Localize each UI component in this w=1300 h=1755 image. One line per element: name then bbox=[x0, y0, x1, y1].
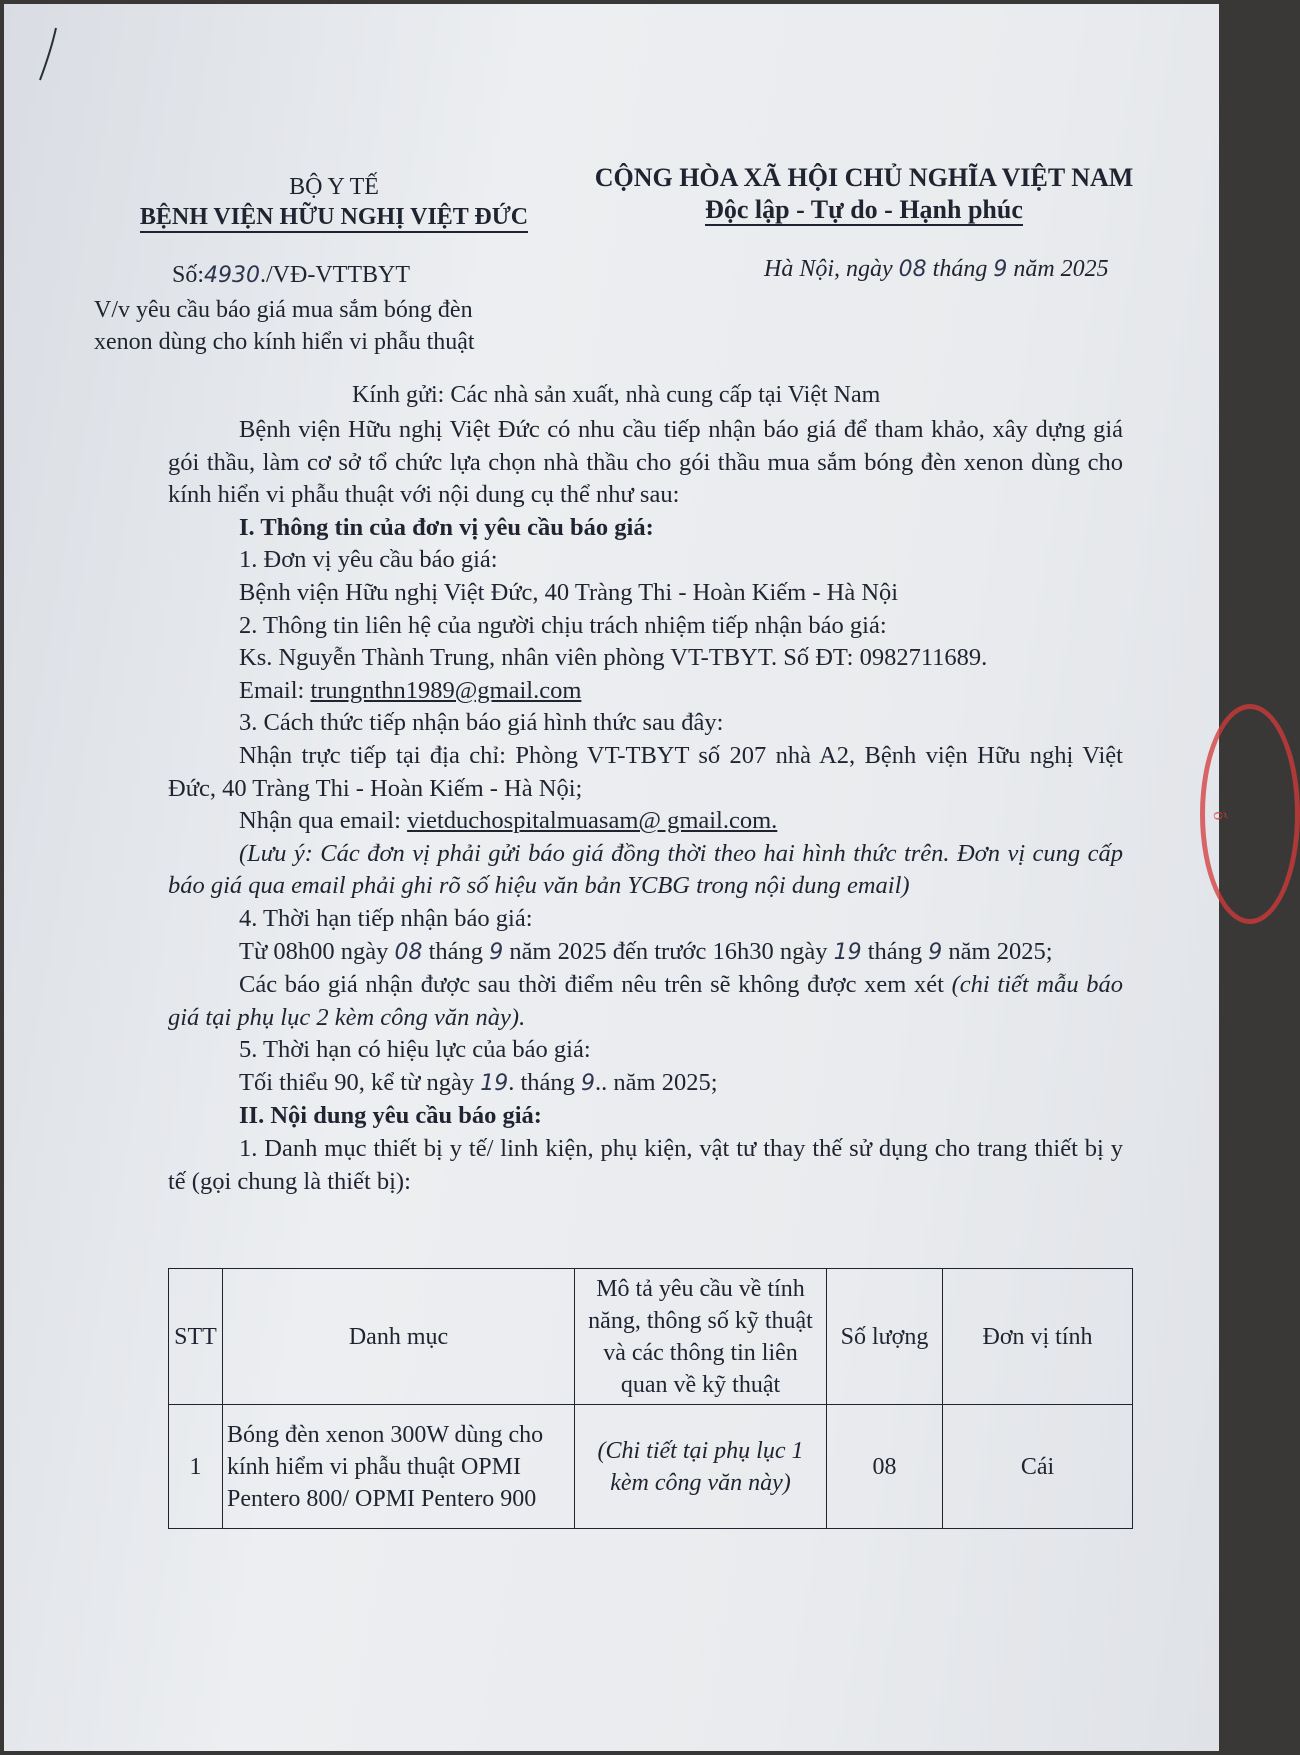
period-month-1: 9 bbox=[489, 939, 504, 965]
hospital-name: BỆNH VIỆN HỮU NGHỊ VIỆT ĐỨC bbox=[140, 203, 528, 233]
item-5-value bbox=[168, 1067, 1123, 1101]
equipment-table bbox=[168, 1268, 1133, 1529]
pen-stroke-mark bbox=[38, 24, 78, 84]
col-header-description: Mô tả yêu cầu về tính năng, thông số kỹ thuật và các thông tin liên quan về kỹ thuật bbox=[575, 1269, 827, 1405]
period-day-1: 08 bbox=[394, 939, 423, 965]
period-mid: năm 2025 đến trước 16h30 ngày bbox=[509, 937, 828, 965]
submission-email-link[interactable]: vietduchospitalmuasam@ gmail.com. bbox=[407, 807, 778, 835]
cell-stt: 1 bbox=[169, 1405, 223, 1529]
contact-email-link[interactable]: trungnthn1989@gmail.com bbox=[310, 676, 582, 704]
item-2-label: 2. Thông tin liên hệ của người chịu trách nhiệm tiếp nhận báo giá: bbox=[239, 611, 887, 639]
period-month-label-2: tháng bbox=[867, 937, 923, 965]
col-header-item: Danh mục bbox=[223, 1269, 575, 1405]
email-label: Email: bbox=[239, 676, 311, 704]
number-prefix: Số: bbox=[172, 262, 205, 288]
item-3-label: 3. Cách thức tiếp nhận báo giá hình thức sau đây: bbox=[239, 709, 724, 737]
document-number bbox=[172, 262, 410, 289]
subject bbox=[94, 294, 475, 358]
ministry-name: BỘ Y TẾ bbox=[289, 174, 379, 200]
salutation: Kính gửi: Các nhà sản xuất, nhà cung cấp tại Việt Nam bbox=[352, 382, 881, 408]
section-2-title: II. Nội dung yêu cầu báo giá: bbox=[239, 1102, 542, 1130]
cell-unit: Cái bbox=[943, 1405, 1133, 1529]
subject-line-1: V/v yêu cầu báo giá mua sắm bóng đèn bbox=[94, 297, 473, 323]
validity-prefix: Tối thiểu 90, kể từ ngày bbox=[239, 1068, 481, 1096]
document-page bbox=[4, 4, 1231, 1751]
date-month-label: tháng bbox=[932, 256, 988, 282]
national-motto: Độc lập - Tự do - Hạnh phúc bbox=[705, 195, 1023, 224]
date-line bbox=[764, 256, 1109, 283]
note-paragraph: (Lưu ý: Các đơn vị phải gửi báo giá đồng thời theo hai hình thức trên. Đơn vị cung cấp báo giá qua email phải ghi rõ số hiệu văn bản YCBG trong nội dung email) bbox=[168, 839, 1123, 900]
late-notice bbox=[168, 969, 1123, 1034]
validity-month: 9 bbox=[581, 1070, 596, 1096]
validity-day: 19 bbox=[480, 1070, 509, 1096]
period-year: năm 2025; bbox=[948, 937, 1053, 965]
col-header-quantity: Số lượng bbox=[827, 1269, 943, 1405]
subject-line-2: xenon dùng cho kính hiển vi phẫu thuật bbox=[94, 329, 475, 355]
item-4-period bbox=[168, 936, 1123, 970]
date-day: 08 bbox=[898, 257, 927, 282]
item-1-label: 1. Đơn vị yêu cầu báo giá: bbox=[239, 546, 498, 574]
col-header-unit: Đơn vị tính bbox=[943, 1269, 1133, 1405]
period-month-label-1: tháng bbox=[428, 937, 484, 965]
cell-item-name: Bóng đèn xenon 300W dùng cho kính hiểm vi phẫu thuật OPMI Pentero 800/ OPMI Pentero 900 bbox=[223, 1405, 575, 1529]
item-4-label: 4. Thời hạn tiếp nhận báo giá: bbox=[239, 904, 533, 932]
date-year: năm 2025 bbox=[1013, 256, 1109, 282]
table-header-row bbox=[169, 1269, 1133, 1405]
item-3-email-label: Nhận qua email: bbox=[239, 807, 408, 835]
section-1-title: I. Thông tin của đơn vị yêu cầu báo giá: bbox=[239, 513, 654, 541]
late-notice-detail: (chi tiết mẫu báo giá tại phụ lục 2 kèm công văn này). bbox=[168, 971, 1124, 1031]
item-2-value: Ks. Nguyễn Thành Trung, nhân viên phòng VT-TBYT. Số ĐT: 0982711689. bbox=[239, 644, 988, 672]
country-name: CỘNG HÒA XÃ HỘI CHỦ NGHĨA VIỆT NAM bbox=[594, 163, 1134, 192]
document-body bbox=[168, 414, 1123, 1198]
period-from: Từ 08h00 ngày bbox=[239, 937, 389, 965]
validity-mid: . tháng bbox=[508, 1068, 582, 1096]
validity-suffix: .. năm 2025; bbox=[595, 1068, 718, 1096]
organization-header bbox=[114, 172, 554, 233]
number-suffix: ./VĐ-VTTBYT bbox=[260, 262, 410, 288]
late-notice-text: Các báo giá nhận được sau thời điểm nêu trên sẽ không được xem xét bbox=[239, 971, 944, 999]
period-month-2: 9 bbox=[928, 939, 943, 965]
col-header-stt: STT bbox=[169, 1269, 223, 1405]
red-stamp-partial: ố bbox=[1200, 704, 1300, 924]
intro-paragraph: Bệnh viện Hữu nghị Việt Đức có nhu cầu tiếp nhận báo giá để tham khảo, xây dựng giá gói thầu, làm cơ sở tổ chức lựa chọn nhà thầu cho gói thầu mua sắm bóng đèn xenon dùng cho kính hiển vi phẫu thuật với nội dung cụ thể như sau: bbox=[168, 416, 1123, 509]
item-3-direct: Nhận trực tiếp tại địa chỉ: Phòng VT-TBYT số 207 nhà A2, Bệnh viện Hữu nghị Việt Đức, 40 Tràng Thi - Hoàn Kiếm - Hà Nội; bbox=[168, 741, 1123, 802]
date-prefix: Hà Nội, ngày bbox=[764, 256, 893, 282]
table-row bbox=[169, 1405, 1133, 1529]
item-1-value: Bệnh viện Hữu nghị Việt Đức, 40 Tràng Thi - Hoàn Kiếm - Hà Nội bbox=[239, 578, 899, 606]
cell-quantity: 08 bbox=[827, 1405, 943, 1529]
section-2-item-1: 1. Danh mục thiết bị y tế/ linh kiện, phụ kiện, vật tư thay thế sử dụng cho trang thiết bị y tế (gọi chung là thiết bị): bbox=[168, 1135, 1123, 1195]
national-header bbox=[584, 162, 1144, 226]
period-day-2: 19 bbox=[833, 939, 862, 965]
cell-description: (Chi tiết tại phụ lục 1 kèm công văn này) bbox=[575, 1405, 827, 1529]
handwritten-number: 4930 bbox=[204, 263, 261, 288]
date-month: 9 bbox=[993, 257, 1008, 282]
item-5-label: 5. Thời hạn có hiệu lực của báo giá: bbox=[239, 1036, 591, 1064]
